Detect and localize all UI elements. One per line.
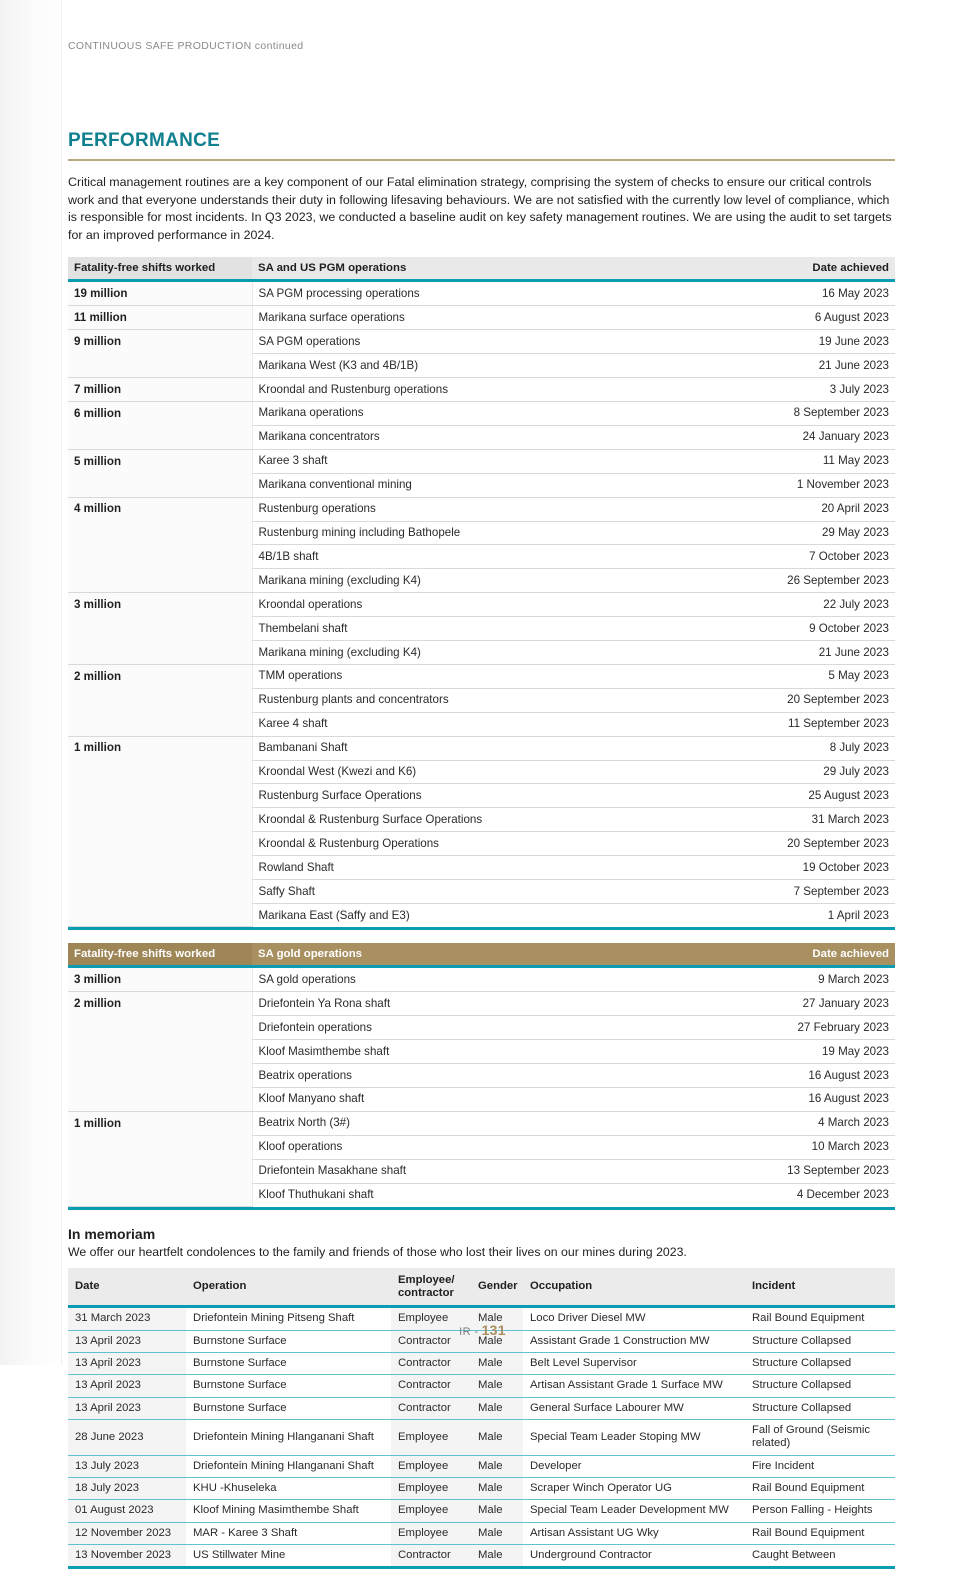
table-row (68, 664, 895, 688)
cell-shifts-category (68, 569, 252, 593)
cell-incident: Structure Collapsed (745, 1375, 895, 1397)
cell-date-achieved: 9 March 2023 (715, 967, 895, 992)
col-header-occupation: Occupation (523, 1268, 745, 1307)
cell-date-achieved: 13 September 2023 (715, 1159, 895, 1183)
cell-gender: Male (471, 1522, 523, 1544)
cell-date-achieved: 19 October 2023 (715, 856, 895, 880)
cell-incident: Rail Bound Equipment (745, 1477, 895, 1499)
table-row (68, 992, 895, 1016)
cell-operation: Karee 3 shaft (252, 449, 715, 473)
cell-occupation: Scraper Winch Operator UG (523, 1477, 745, 1499)
table-row (68, 521, 895, 545)
table-row (68, 306, 895, 330)
cell-date: 13 November 2023 (68, 1544, 186, 1566)
cell-operation: Driefontein operations (252, 1016, 715, 1040)
cell-shifts-category: 7 million (68, 378, 252, 402)
cell-occupation: Loco Driver Diesel MW (523, 1307, 745, 1330)
cell-shifts-category: 3 million (68, 967, 252, 992)
cell-operation: Marikana mining (excluding K4) (252, 641, 715, 665)
cell-incident: Structure Collapsed (745, 1330, 895, 1352)
cell-shifts-category: 6 million (68, 401, 252, 425)
table-row (68, 1135, 895, 1159)
cell-date: 12 November 2023 (68, 1522, 186, 1544)
cell-operation: Burnstone Surface (186, 1397, 391, 1419)
cell-operation: Marikana operations (252, 401, 715, 425)
cell-operation: Kroondal operations (252, 593, 715, 617)
intro-paragraph: Critical management routines are a key component of our Fatal elimination strategy, comprising the system of checks to ensure our critical controls work and that everyone understands their duty in following lifesaving behaviours. We are not satisfied with the currently low level of compliance, which is responsible for most incidents. In Q3 2023, we conducted a baseline audit on key safety management routines. We are using the audit to set targets for an improved performance in 2024. (68, 175, 892, 242)
cell-date-achieved: 24 January 2023 (715, 425, 895, 449)
cell-operation: Rustenburg Surface Operations (252, 784, 715, 808)
cell-date: 13 April 2023 (68, 1397, 186, 1419)
cell-operation: Kloof Manyano shaft (252, 1087, 715, 1111)
col-header-date: Date achieved (715, 943, 895, 967)
cell-occupation: Artisan Assistant UG Wky (523, 1522, 745, 1544)
cell-gender: Male (471, 1397, 523, 1419)
cell-shifts-category (68, 1064, 252, 1088)
cell-shifts-category: 2 million (68, 664, 252, 688)
cell-operation: MAR - Karee 3 Shaft (186, 1522, 391, 1544)
table-row (68, 449, 895, 473)
cell-gender: Male (471, 1419, 523, 1455)
memoriam-title: In memoriam (68, 1225, 156, 1242)
table-row (68, 1064, 895, 1088)
cell-occupation: Assistant Grade 1 Construction MW (523, 1330, 745, 1352)
cell-operation: US Stillwater Mine (186, 1544, 391, 1566)
gold-shifts-table (68, 943, 895, 1207)
cell-operation: Kloof operations (252, 1135, 715, 1159)
cell-shifts-category (68, 784, 252, 808)
cell-operation: Rustenburg mining including Bathopele (252, 521, 715, 545)
cell-operation: Kroondal and Rustenburg operations (252, 378, 715, 402)
cell-shifts-category (68, 1183, 252, 1206)
table-row (68, 1159, 895, 1183)
cell-shifts-category: 5 million (68, 449, 252, 473)
table-row (68, 1111, 895, 1135)
table-row (68, 1544, 895, 1566)
cell-operation: Driefontein Masakhane shaft (252, 1159, 715, 1183)
cell-date-achieved: 21 June 2023 (715, 354, 895, 378)
cell-shifts-category (68, 712, 252, 736)
employee-line1: Employee/ (398, 1273, 455, 1286)
cell-date-achieved: 22 July 2023 (715, 593, 895, 617)
cell-gender: Male (471, 1455, 523, 1477)
cell-date-achieved: 7 October 2023 (715, 545, 895, 569)
cell-operation: Kloof Mining Masimthembe Shaft (186, 1500, 391, 1522)
table-row (68, 880, 895, 904)
cell-shifts-category (68, 904, 252, 927)
table-row (68, 1455, 895, 1477)
cell-operation: Burnstone Surface (186, 1352, 391, 1374)
cell-date-achieved: 7 September 2023 (715, 880, 895, 904)
cell-gender: Male (471, 1544, 523, 1566)
cell-operation: Rustenburg plants and concentrators (252, 688, 715, 712)
cell-shifts-category: 3 million (68, 593, 252, 617)
table-header-row (68, 943, 895, 967)
cell-date-achieved: 16 May 2023 (715, 281, 895, 306)
cell-shifts-category (68, 1159, 252, 1183)
table-row (68, 1419, 895, 1455)
running-head: CONTINUOUS SAFE PRODUCTION continued (68, 40, 304, 52)
cell-date-achieved: 20 September 2023 (715, 832, 895, 856)
cell-shifts-category (68, 521, 252, 545)
cell-date-achieved: 16 August 2023 (715, 1064, 895, 1088)
cell-date-achieved: 11 May 2023 (715, 449, 895, 473)
table-header-row (68, 1268, 895, 1307)
cell-date-achieved: 20 September 2023 (715, 688, 895, 712)
pgm-shifts-table (68, 257, 895, 927)
table-row (68, 1375, 895, 1397)
cell-operation: Saffy Shaft (252, 880, 715, 904)
cell-date-achieved: 21 June 2023 (715, 641, 895, 665)
cell-shifts-category: 11 million (68, 306, 252, 330)
page-footer (0, 1322, 965, 1338)
cell-operation: Marikana surface operations (252, 306, 715, 330)
col-header-operations: SA gold operations (252, 943, 715, 967)
table-row (68, 497, 895, 521)
cell-operation: Bambanani Shaft (252, 736, 715, 760)
cell-incident: Caught Between (745, 1544, 895, 1566)
title-rule (68, 159, 895, 161)
col-header-shifts: Fatality-free shifts worked (68, 943, 252, 967)
table-header-row (68, 257, 895, 281)
cell-employee-contractor: Employee (391, 1477, 471, 1499)
table-row (68, 425, 895, 449)
cell-date-achieved: 3 July 2023 (715, 378, 895, 402)
cell-operation: Marikana West (K3 and 4B/1B) (252, 354, 715, 378)
table-row (68, 545, 895, 569)
cell-operation: Driefontein Mining Pitseng Shaft (186, 1307, 391, 1330)
table-row (68, 593, 895, 617)
cell-incident: Structure Collapsed (745, 1352, 895, 1374)
table-row (68, 1040, 895, 1064)
cell-operation: Kloof Masimthembe shaft (252, 1040, 715, 1064)
cell-operation: Driefontein Mining Hlanganani Shaft (186, 1419, 391, 1455)
table-row (68, 784, 895, 808)
cell-operation: Marikana concentrators (252, 425, 715, 449)
cell-date-achieved: 5 May 2023 (715, 664, 895, 688)
col-header-gender: Gender (471, 1268, 523, 1307)
table-row (68, 1087, 895, 1111)
cell-date-achieved: 8 July 2023 (715, 736, 895, 760)
cell-gender: Male (471, 1375, 523, 1397)
cell-date: 31 March 2023 (68, 1307, 186, 1330)
cell-occupation: Belt Level Supervisor (523, 1352, 745, 1374)
table-row (68, 330, 895, 354)
cell-shifts-category (68, 473, 252, 497)
cell-date-achieved: 4 December 2023 (796, 1188, 889, 1202)
table-row (68, 760, 895, 784)
cell-date-achieved: 8 September 2023 (715, 401, 895, 425)
table-row (68, 617, 895, 641)
cell-occupation: General Surface Labourer MW (523, 1397, 745, 1419)
memoriam-table (68, 1268, 895, 1566)
cell-date: 28 June 2023 (68, 1419, 186, 1455)
cell-incident: Person Falling - Heights (745, 1500, 895, 1522)
cell-shifts-category (68, 425, 252, 449)
table-row (68, 641, 895, 665)
cell-shifts-category: 9 million (68, 330, 252, 354)
table-row (68, 378, 895, 402)
cell-gender: Male (471, 1330, 523, 1352)
table-row (68, 1352, 895, 1374)
cell-date-achieved: 25 August 2023 (715, 784, 895, 808)
cell-incident: Structure Collapsed (745, 1397, 895, 1419)
cell-incident: Fall of Ground (Seismic related) (745, 1419, 895, 1455)
cell-incident: Rail Bound Equipment (745, 1522, 895, 1544)
cell-date-achieved: 6 August 2023 (715, 306, 895, 330)
cell-shifts-category (68, 1135, 252, 1159)
cell-operation: Marikana East (Saffy and E3) (252, 904, 715, 927)
table-row (68, 688, 895, 712)
cell-shifts-category: 2 million (68, 992, 252, 1016)
cell-date-achieved: 10 March 2023 (715, 1135, 895, 1159)
cell-date-achieved: 16 August 2023 (715, 1087, 895, 1111)
cell-shifts-category (68, 760, 252, 784)
cell-operation: KHU -Khuseleka (186, 1477, 391, 1499)
cell-shifts-category (68, 880, 252, 904)
cell-employee-contractor: Contractor (391, 1397, 471, 1419)
cell-date-achieved: 29 July 2023 (715, 760, 895, 784)
pgm-table-bottom-rule (68, 927, 895, 930)
table-row (68, 736, 895, 760)
cell-date-achieved: 31 March 2023 (715, 808, 895, 832)
footer-prefix: IR - (459, 1326, 479, 1338)
cell-employee-contractor: Employee (391, 1500, 471, 1522)
cell-occupation: Special Team Leader Stoping MW (523, 1419, 745, 1455)
table-row (68, 832, 895, 856)
cell-occupation: Underground Contractor (523, 1544, 745, 1566)
cell-shifts-category (68, 688, 252, 712)
cell-shifts-category: 1 million (68, 1111, 252, 1135)
table-row (68, 1397, 895, 1419)
cell-gender: Male (471, 1352, 523, 1374)
cell-date-achieved: 9 October 2023 (715, 617, 895, 641)
cell-incident: Fire Incident (745, 1455, 895, 1477)
cell-operation: Thembelani shaft (252, 617, 715, 641)
cell-employee-contractor: Contractor (391, 1375, 471, 1397)
cell-employee-contractor: Contractor (391, 1544, 471, 1566)
table-row (68, 281, 895, 306)
cell-date: 13 April 2023 (68, 1352, 186, 1374)
table-row (68, 808, 895, 832)
cell-date: 13 April 2023 (68, 1330, 186, 1352)
col-header-operations: SA and US PGM operations (252, 257, 715, 281)
col-header-incident: Incident (745, 1268, 895, 1307)
gold-table-bottom-rule (68, 1207, 895, 1210)
cell-date: 13 April 2023 (68, 1375, 186, 1397)
cell-shifts-category (68, 808, 252, 832)
cell-operation: Beatrix North (3#) (252, 1111, 715, 1135)
col-header-date: Date achieved (715, 257, 895, 281)
cell-operation: 4B/1B shaft (252, 545, 715, 569)
cell-shifts-category (68, 856, 252, 880)
page-title: PERFORMANCE (68, 130, 221, 151)
cell-date-achieved: 27 January 2023 (715, 992, 895, 1016)
cell-date-achieved: 26 September 2023 (715, 569, 895, 593)
cell-operation: SA PGM processing operations (252, 281, 715, 306)
cell-shifts-category (68, 832, 252, 856)
col-header-operation: Operation (186, 1268, 391, 1307)
cell-shifts-category (68, 1087, 252, 1111)
cell-shifts-category (68, 641, 252, 665)
cell-operation: Kroondal West (Kwezi and K6) (252, 760, 715, 784)
cell-employee-contractor: Employee (391, 1455, 471, 1477)
cell-date: 18 July 2023 (68, 1477, 186, 1499)
col-header-shifts: Fatality-free shifts worked (68, 257, 252, 281)
cell-date-achieved: 20 April 2023 (715, 497, 895, 521)
cell-date-achieved: 29 May 2023 (715, 521, 895, 545)
cell-shifts-category (68, 617, 252, 641)
cell-employee-contractor: Employee (391, 1522, 471, 1544)
cell-operation: Beatrix operations (252, 1064, 715, 1088)
cell-operation: TMM operations (252, 664, 715, 688)
cell-employee-contractor: Contractor (391, 1352, 471, 1374)
employee-line2: contractor (398, 1286, 454, 1299)
cell-operation: Driefontein Mining Hlanganani Shaft (186, 1455, 391, 1477)
table-row (68, 967, 895, 992)
cell-operation: Kroondal & Rustenburg Surface Operations (252, 808, 715, 832)
table-row (68, 1500, 895, 1522)
table-row (68, 473, 895, 497)
memoriam-subtitle: We offer our heartfelt condolences to the family and friends of those who lost their lives on our mines during 2023. (68, 1244, 687, 1259)
cell-incident: Rail Bound Equipment (745, 1307, 895, 1330)
cell-operation: Marikana conventional mining (252, 473, 715, 497)
cell-date-achieved: 1 April 2023 (827, 908, 889, 922)
page-edge-shading (0, 0, 62, 1365)
cell-shifts-category: 4 million (68, 497, 252, 521)
cell-shifts-category (68, 1016, 252, 1040)
cell-date-achieved: 11 September 2023 (715, 712, 895, 736)
cell-gender: Male (471, 1477, 523, 1499)
table-row (68, 904, 895, 927)
cell-operation: Kroondal & Rustenburg Operations (252, 832, 715, 856)
cell-shifts-category: 19 million (68, 281, 252, 306)
cell-date-achieved: 19 June 2023 (715, 330, 895, 354)
table-row (68, 1183, 895, 1206)
cell-employee-contractor: Employee (391, 1419, 471, 1455)
col-header-employee-contractor (391, 1268, 471, 1307)
table-row (68, 569, 895, 593)
cell-operation: SA PGM operations (252, 330, 715, 354)
table-row (68, 401, 895, 425)
footer-page-number: 131 (481, 1322, 506, 1338)
cell-operation: Driefontein Ya Rona shaft (252, 992, 715, 1016)
cell-date-achieved: 19 May 2023 (715, 1040, 895, 1064)
cell-operation: Marikana mining (excluding K4) (252, 569, 715, 593)
cell-shifts-category (68, 1040, 252, 1064)
cell-employee-contractor: Employee (391, 1307, 471, 1330)
cell-occupation: Artisan Assistant Grade 1 Surface MW (523, 1375, 745, 1397)
cell-operation: Burnstone Surface (186, 1330, 391, 1352)
col-header-date: Date (68, 1268, 186, 1307)
cell-operation: Kloof Thuthukani shaft (252, 1183, 715, 1206)
cell-date-achieved: 4 March 2023 (715, 1111, 895, 1135)
cell-shifts-category (68, 354, 252, 378)
table-row (68, 354, 895, 378)
cell-employee-contractor: Contractor (391, 1330, 471, 1352)
cell-gender: Male (471, 1500, 523, 1522)
cell-date: 01 August 2023 (68, 1500, 186, 1522)
cell-shifts-category (68, 545, 252, 569)
cell-gender: Male (471, 1307, 523, 1330)
cell-occupation: Special Team Leader Development MW (523, 1500, 745, 1522)
cell-date: 13 July 2023 (68, 1455, 186, 1477)
table-row (68, 1522, 895, 1544)
table-row (68, 712, 895, 736)
cell-operation: SA gold operations (252, 967, 715, 992)
cell-operation: Rustenburg operations (252, 497, 715, 521)
table-row (68, 1016, 895, 1040)
table-row (68, 1477, 895, 1499)
cell-date-achieved: 27 February 2023 (715, 1016, 895, 1040)
cell-operation: Rowland Shaft (252, 856, 715, 880)
cell-occupation: Developer (523, 1455, 745, 1477)
table-row (68, 856, 895, 880)
cell-date-achieved: 1 November 2023 (715, 473, 895, 497)
cell-shifts-category: 1 million (68, 736, 252, 760)
cell-operation: Burnstone Surface (186, 1375, 391, 1397)
cell-operation: Karee 4 shaft (252, 712, 715, 736)
